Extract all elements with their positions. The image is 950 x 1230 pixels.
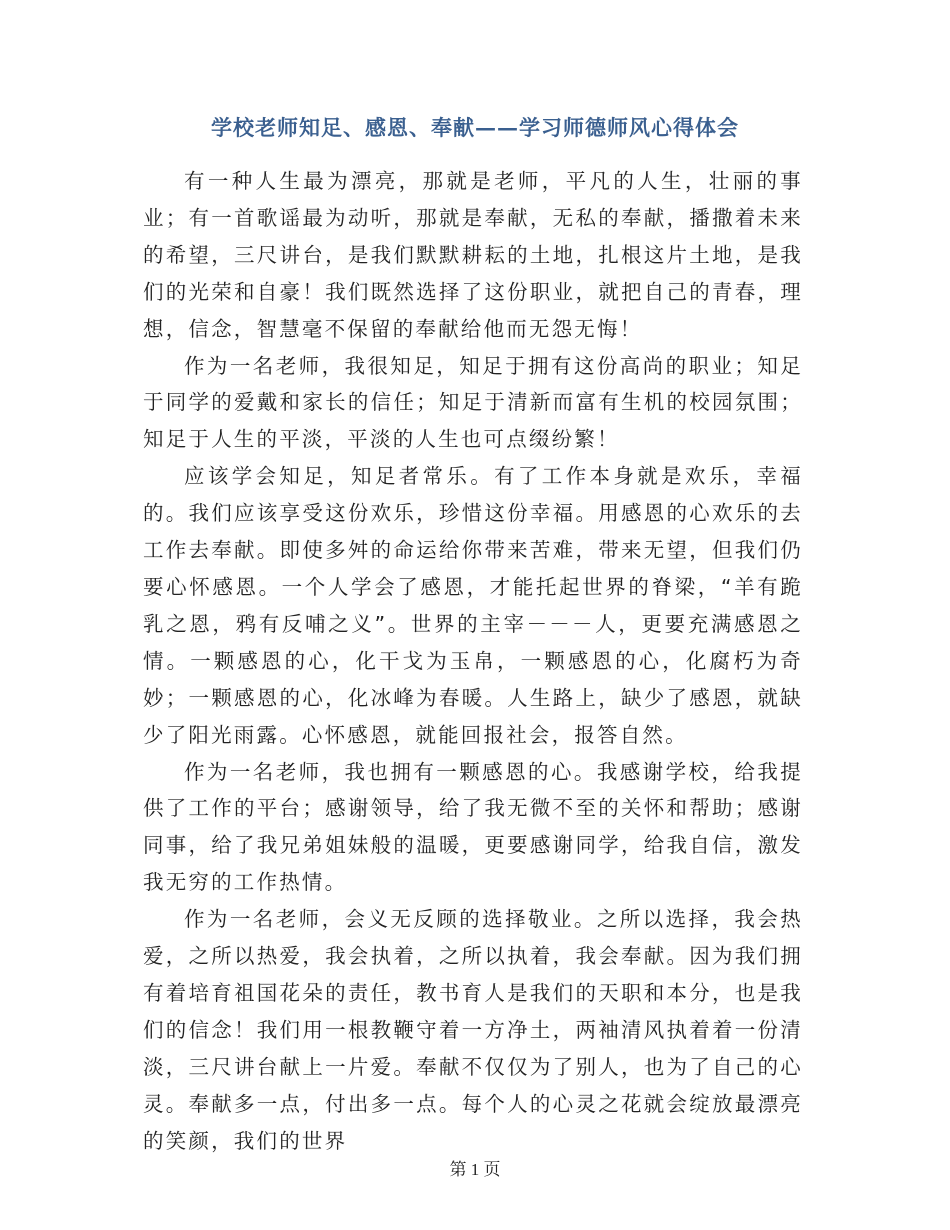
paragraph-5: 作为一名老师，会义无反顾的选择敬业。之所以选择，我会热爱，之所以热爱，我会执着，之所以执着，我会奉献。因为我们拥有着培育祖国花朵的责任，教书育人是我们的天职和本分，也是我们的信念！我们用一根教鞭守着一方净土，两袖清风执着着一份清淡，三尺讲台献上一片爱。奉献不仅仅为了别人，也为了自己的心灵。奉献多一点，付出多一点。每个人的心灵之花就会绽放最漂亮的笑颜，我们的世界	[143, 907, 803, 1153]
paragraph-1: 有一种人生最为漂亮，那就是老师，平凡的人生，壮丽的事业；有一首歌谣最为动听，那就是奉献，无私的奉献，播撒着未来的希望，三尺讲台，是我们默默耕耘的土地，扎根这片土地，是我们的光荣和自豪！我们既然选择了这份职业，就把自己的青春，理想，信念，智慧毫不保留的奉献给他而无怨无悔！	[143, 169, 803, 341]
paragraph-3: 应该学会知足，知足者常乐。有了工作本身就是欢乐，幸福的。我们应该享受这份欢乐，珍惜这份幸福。用感恩的心欢乐的去工作去奉献。即使多舛的命运给你带来苦难，带来无望，但我们仍要心怀感恩。一个人学会了感恩，才能托起世界的脊梁，“羊有跪乳之恩，鸦有反哺之义”。世界的主宰－－－人，更要充满感恩之情。一颗感恩的心，化干戈为玉帛，一颗感恩的心，化腐朽为奇妙；一颗感恩的心，化冰峰为春暖。人生路上，缺少了感恩，就缺少了阳光雨露。心怀感恩，就能回报社会，报答自然。	[143, 464, 803, 747]
page-number: 第 1 页	[449, 1160, 501, 1179]
paragraph-4: 作为一名老师，我也拥有一颗感恩的心。我感谢学校，给我提供了工作的平台；感谢领导，给了我无微不至的关怀和帮助；感谢同事，给了我兄弟姐妹般的温暖，更要感谢同学，给我自信，激发我无穷的工作热情。	[143, 759, 803, 895]
document-title: 学校老师知足、感恩、奉献——学习师德师风心得体会	[211, 115, 739, 140]
document-body	[143, 163, 803, 1159]
paragraph-2: 作为一名老师，我很知足，知足于拥有这份高尚的职业；知足于同学的爱戴和家长的信任；知足于清新而富有生机的校园氛围；知足于人生的平淡，平淡的人生也可点缀纷繁！	[143, 353, 803, 452]
